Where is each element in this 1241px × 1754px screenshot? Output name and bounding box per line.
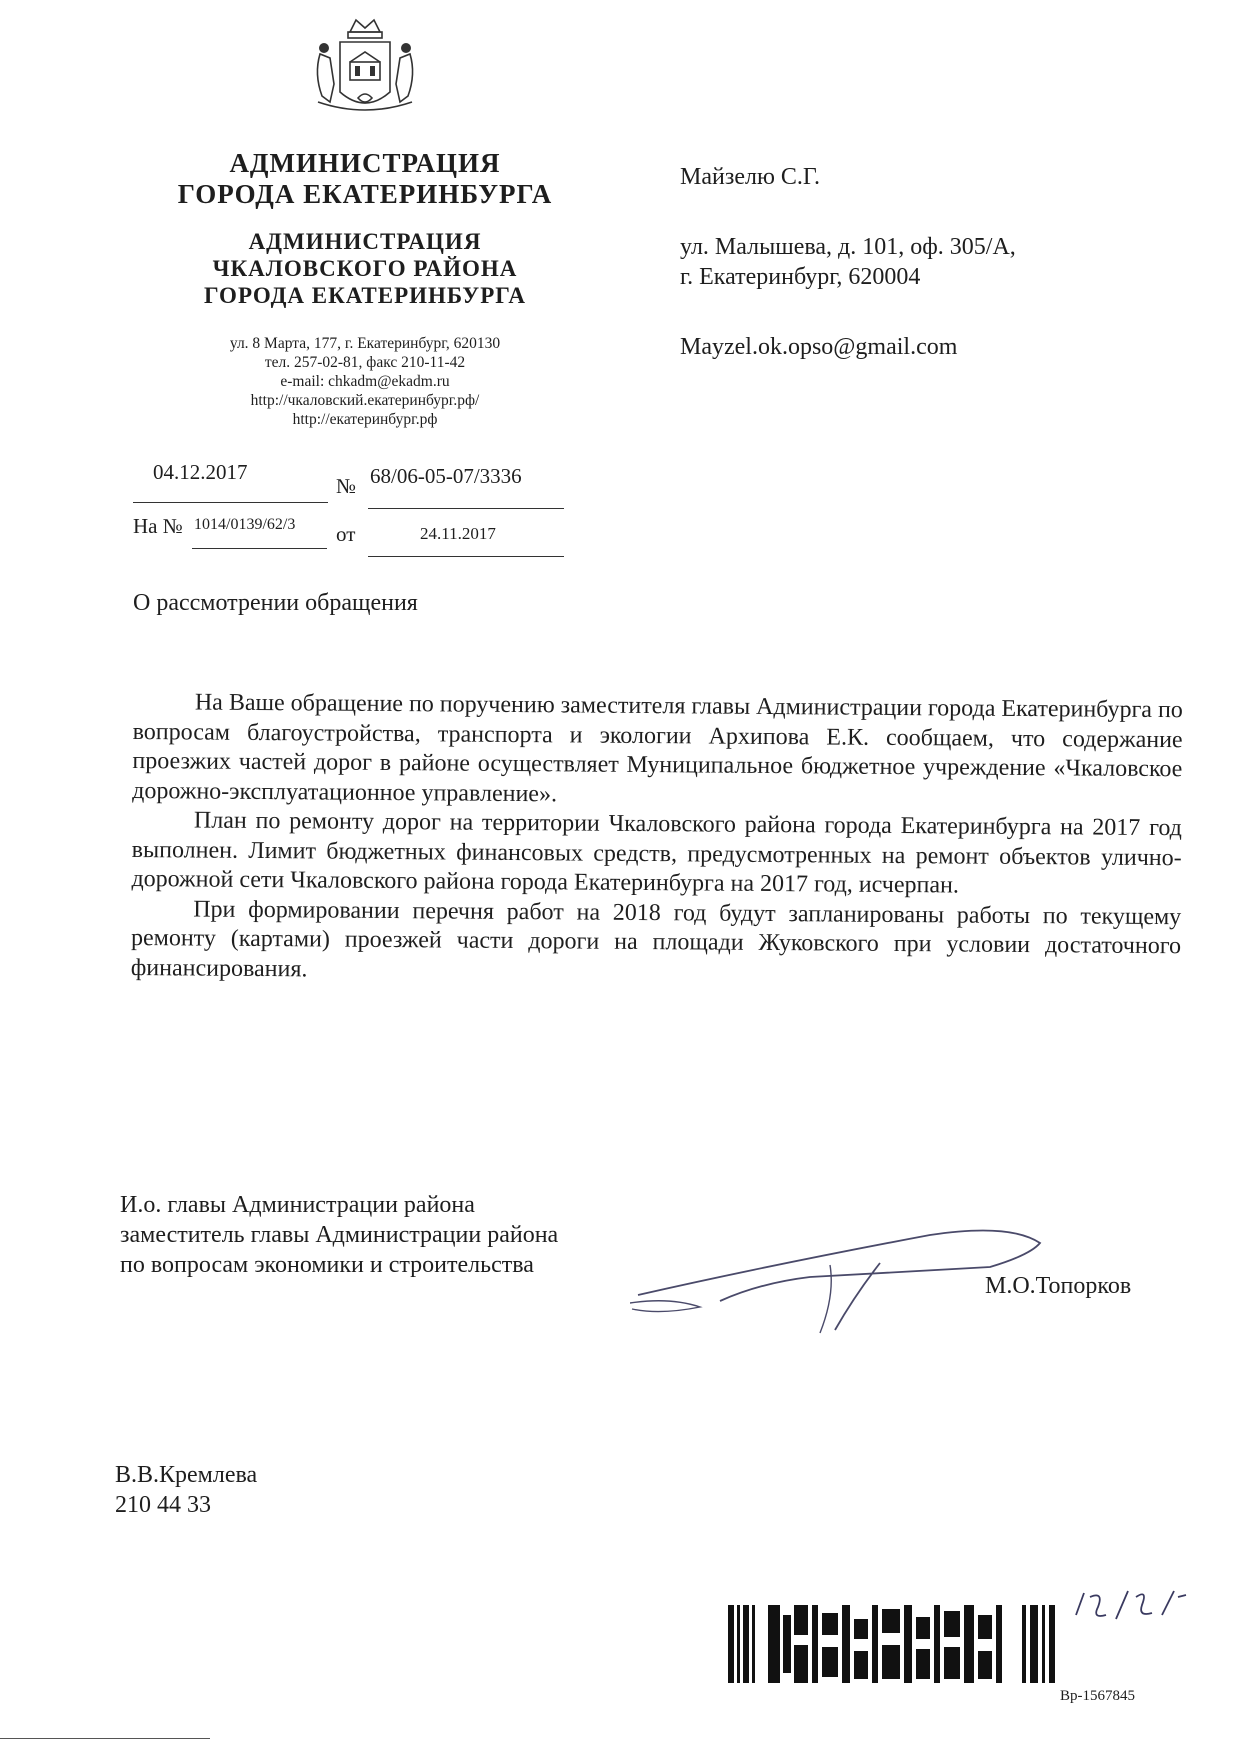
- addressee-email: Mayzel.ok.opso@gmail.com: [680, 334, 958, 360]
- sub-org-line-1: АДМИНИСТРАЦИЯ: [248, 229, 482, 254]
- letter-body: [131, 688, 1183, 991]
- outgoing-number: 68/06-05-07/3336: [370, 464, 522, 488]
- executor-block: [115, 1460, 257, 1520]
- reference-label: На №: [133, 514, 183, 538]
- org-site-1: http://чкаловский.екатеринбург.рф/: [250, 392, 480, 409]
- org-line-1: АДМИНИСТРАЦИЯ: [229, 148, 501, 178]
- addressee-street: ул. Малышева, д. 101, оф. 305/А,: [680, 234, 1016, 260]
- body-paragraph-1: На Ваше обращение по поручению заместителя главы Администрации города Екатеринбурга по вопросам благоустройства, транспорта и экологии Архипова Е.К. сообщаем, что содержание проезжих частей дорог в районе осуществляет Муниципальное бюджетное учреждение «Чкаловское дорожно-эксплуатационное управление».: [132, 689, 1183, 807]
- reference-from-label: от: [336, 522, 356, 546]
- org-email: e-mail: chkadm@ekadm.ru: [280, 373, 450, 390]
- reference-date-field: [368, 512, 564, 557]
- outgoing-date: 04.12.2017: [153, 460, 248, 484]
- reference-number-field: [192, 512, 327, 549]
- letter-subject: О рассмотрении обращения: [133, 590, 418, 616]
- executor-phone: 210 44 33: [115, 1492, 211, 1518]
- signatory-line-3: по вопросам экономики и строительства: [120, 1252, 534, 1278]
- registration-number: Вр-1567845: [1060, 1688, 1135, 1704]
- org-line-2: ГОРОДА ЕКАТЕРИНБУРГА: [177, 179, 553, 209]
- org-address: ул. 8 Марта, 177, г. Екатеринбург, 620130: [229, 335, 501, 352]
- city-coat-of-arms-icon: [300, 14, 430, 134]
- executor-name: В.В.Кремлева: [115, 1462, 258, 1488]
- barcode-icon: [728, 1605, 1058, 1683]
- number-label: №: [336, 474, 357, 498]
- body-paragraph-2: План по ремонту дорог на территории Чкаловского района города Екатеринбурга на 2017 год выполнен. Лимит бюджетных финансовых средств, предусмотренных на ремонт объектов улично-дорожной сети Чкаловского района города Екатеринбурга на 2017 год, исчерпан.: [131, 807, 1183, 899]
- outgoing-number-field: [368, 460, 564, 509]
- signatory-position: [120, 1190, 558, 1280]
- reference-number: 1014/0139/62/3: [194, 516, 296, 533]
- reference-date: 24.11.2017: [420, 524, 496, 543]
- org-site-2: http://екатеринбург.рф: [292, 411, 438, 428]
- handwritten-note-icon: [1070, 1585, 1190, 1625]
- signatory-line-1: И.о. главы Администрации района: [120, 1192, 475, 1218]
- sub-org-line-2: ЧКАЛОВСКОГО РАЙОНА: [212, 256, 518, 281]
- signer-name: М.О.Топорков: [985, 1273, 1132, 1299]
- sub-org-line-3: ГОРОДА ЕКАТЕРИНБУРГА: [204, 283, 526, 308]
- sub-organization-header: [170, 228, 560, 309]
- addressee-address: [680, 232, 1016, 292]
- contact-block: [170, 334, 560, 429]
- outgoing-date-field: [133, 460, 328, 503]
- addressee-name: Майзелю С.Г.: [680, 164, 821, 190]
- organization-header: [150, 148, 580, 210]
- scan-edge-line: [0, 1738, 210, 1739]
- addressee-city: г. Екатеринбург, 620004: [680, 264, 921, 290]
- signatory-line-2: заместитель главы Администрации района: [120, 1222, 559, 1248]
- body-paragraph-3: При формировании перечня работ на 2018 год будут запланированы работы по текущему ремонту (картами) проезжей части дороги на площади Жуковского при условии достаточного финансирования.: [130, 895, 1182, 982]
- org-phone: тел. 257-02-81, факс 210-11-42: [264, 354, 466, 371]
